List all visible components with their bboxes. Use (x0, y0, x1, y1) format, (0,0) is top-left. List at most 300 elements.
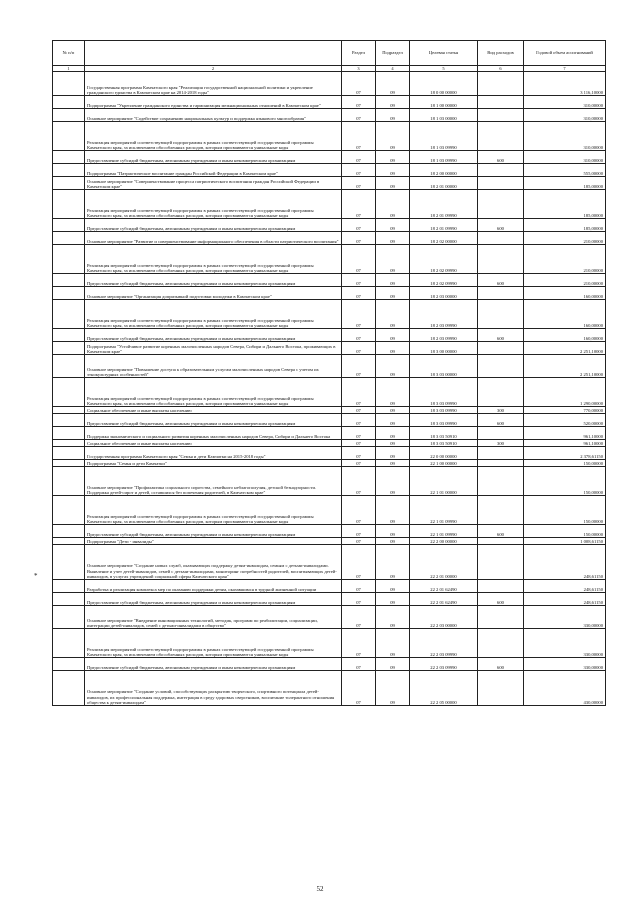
header-annual: Годовой объем ассигнований (524, 41, 606, 66)
row-name: Реализация мероприятий соответствующей подпрограммы в рамках соответствующей государственной программы Камчатского края, за исключением обособленных расходов, которым присваиваются уникальные коды (85, 245, 342, 274)
row-expense-type (478, 72, 524, 96)
row-number (53, 447, 85, 460)
row-amount: 160,00000 (524, 300, 606, 329)
row-name: Социальное обеспечение и иные выплаты населению (85, 440, 342, 447)
row-name: Государственная программа Камчатского края "Семья и дети Камчатки на 2015-2018 годы" (85, 447, 342, 460)
row-target-code: 18 3 03 09990 (410, 414, 478, 427)
row-expense-type: 600 (478, 151, 524, 164)
table-row (53, 671, 606, 706)
row-number (53, 232, 85, 245)
row-number (53, 274, 85, 287)
row-target-code: 18 3 03 09990 (410, 378, 478, 407)
table-row (53, 414, 606, 427)
row-amount: 150,00000 (524, 460, 606, 467)
row-section: 07 (342, 274, 376, 287)
row-number (53, 525, 85, 538)
row-subsection: 09 (376, 525, 410, 538)
row-target-code: 18 2 01 09990 (410, 190, 478, 219)
row-subsection: 09 (376, 447, 410, 460)
row-section: 07 (342, 606, 376, 629)
header-name (85, 41, 342, 66)
row-section: 07 (342, 440, 376, 447)
row-expense-type: 600 (478, 593, 524, 606)
row-target-code: 18 1 03 09990 (410, 151, 478, 164)
row-section: 07 (342, 427, 376, 440)
row-target-code: 18 2 03 00000 (410, 287, 478, 300)
row-subsection: 09 (376, 96, 410, 109)
row-target-code: 18 1 03 09990 (410, 122, 478, 151)
row-target-code: 22 1 01 09990 (410, 496, 478, 525)
row-target-code: 22 0 00 00000 (410, 447, 478, 460)
row-name: Государственная программа Камчатского края "Реализация государственной национальной политики и укрепление гражданского единства в Камчатском крае на 2014-2018 годы" (85, 72, 342, 96)
row-subsection: 09 (376, 219, 410, 232)
row-expense-type: 300 (478, 440, 524, 447)
row-subsection: 09 (376, 414, 410, 427)
row-target-code: 18 1 03 00000 (410, 109, 478, 122)
table-row (53, 274, 606, 287)
table-row (53, 407, 606, 414)
row-subsection: 09 (376, 538, 410, 545)
row-target-code: 18 2 02 09990 (410, 274, 478, 287)
header-expense-type: Вид расходов (478, 41, 524, 66)
table-row (53, 447, 606, 460)
row-subsection: 09 (376, 72, 410, 96)
row-name: Реализация мероприятий соответствующей подпрограммы в рамках соответствующей государственной программы Камчатского края, за исключением обособленных расходов, которым присваиваются уникальные коды (85, 629, 342, 658)
row-expense-type: 600 (478, 525, 524, 538)
row-target-code: 18 2 03 09990 (410, 329, 478, 342)
row-subsection: 09 (376, 378, 410, 407)
row-name: Подпрограмма "Семья и дети Камчатки" (85, 460, 342, 467)
row-section: 07 (342, 407, 376, 414)
row-number (53, 440, 85, 447)
row-amount: 185,00000 (524, 219, 606, 232)
row-amount: 160,00000 (524, 287, 606, 300)
table-row (53, 525, 606, 538)
row-number (53, 245, 85, 274)
row-number (53, 96, 85, 109)
row-subsection: 09 (376, 427, 410, 440)
row-number (53, 414, 85, 427)
row-expense-type (478, 496, 524, 525)
row-name: Основное мероприятие "Организация допризывной подготовки молодежи в Камчатском крае" (85, 287, 342, 300)
table-row (53, 606, 606, 629)
table-row (53, 109, 606, 122)
row-section: 07 (342, 538, 376, 545)
row-target-code: 22 2 01 62490 (410, 593, 478, 606)
row-subsection: 09 (376, 606, 410, 629)
row-section: 07 (342, 329, 376, 342)
row-target-code: 22 1 01 00000 (410, 467, 478, 496)
row-expense-type: 600 (478, 329, 524, 342)
budget-table (52, 40, 606, 706)
row-amount: 430,00000 (524, 671, 606, 706)
row-name: Подпрограмма "Патриотическое воспитание граждан Российской Федерации в Камчатском крае" (85, 164, 342, 177)
row-amount: 310,00000 (524, 122, 606, 151)
row-amount: 330,00000 (524, 629, 606, 658)
row-expense-type (478, 545, 524, 580)
row-amount: 1 290,00000 (524, 378, 606, 407)
row-expense-type: 600 (478, 219, 524, 232)
row-amount: 3 116,10000 (524, 72, 606, 96)
row-amount: 150,00000 (524, 467, 606, 496)
table-row (53, 593, 606, 606)
row-target-code: 18 3 03 50910 (410, 440, 478, 447)
row-section: 07 (342, 245, 376, 274)
row-name: Предоставление субсидий бюджетным, автономным учреждениям и иным некоммерческим организациям (85, 151, 342, 164)
row-amount: 185,00000 (524, 177, 606, 190)
row-target-code: 18 3 00 00000 (410, 342, 478, 355)
row-section: 07 (342, 151, 376, 164)
table-row (53, 164, 606, 177)
row-target-code: 18 3 03 50910 (410, 427, 478, 440)
row-number (53, 545, 85, 580)
row-subsection: 09 (376, 190, 410, 219)
row-subsection: 09 (376, 109, 410, 122)
header-row (53, 41, 606, 66)
row-section: 07 (342, 629, 376, 658)
row-subsection: 09 (376, 440, 410, 447)
table-row (53, 219, 606, 232)
table-row (53, 245, 606, 274)
row-amount: 248,61150 (524, 593, 606, 606)
row-section: 07 (342, 658, 376, 671)
row-number (53, 671, 85, 706)
row-expense-type: 600 (478, 658, 524, 671)
row-section: 07 (342, 96, 376, 109)
row-target-code: 22 2 00 00000 (410, 538, 478, 545)
row-number (53, 538, 85, 545)
row-number (53, 629, 85, 658)
row-subsection: 09 (376, 329, 410, 342)
row-target-code: 22 2 03 09990 (410, 658, 478, 671)
table-row (53, 151, 606, 164)
row-name: Подпрограмма "Дети - инвалиды" (85, 538, 342, 545)
row-expense-type (478, 355, 524, 378)
table-body (53, 72, 606, 706)
row-target-code: 18 2 02 09990 (410, 245, 478, 274)
row-target-code: 18 2 03 09990 (410, 300, 478, 329)
row-target-code: 18 0 00 00000 (410, 72, 478, 96)
row-subsection: 09 (376, 496, 410, 525)
row-amount: 310,00000 (524, 151, 606, 164)
table-row (53, 538, 606, 545)
row-subsection: 09 (376, 658, 410, 671)
row-section: 07 (342, 190, 376, 219)
row-name: Реализация мероприятий соответствующей подпрограммы в рамках соответствующей государственной программы Камчатского края, за исключением обособленных расходов, которым присваиваются уникальные коды (85, 122, 342, 151)
row-number (53, 593, 85, 606)
row-subsection: 09 (376, 287, 410, 300)
row-expense-type (478, 629, 524, 658)
row-name: Предоставление субсидий бюджетным, автономным учреждениям и иным некоммерческим организациям (85, 525, 342, 538)
row-subsection: 09 (376, 300, 410, 329)
budget-sheet (52, 40, 605, 706)
row-number (53, 496, 85, 525)
row-target-code: 22 1 00 00000 (410, 460, 478, 467)
row-name: Основное мероприятие "Внедрение инновационных технологий, методик, программ по реабилитации, социализации, интеграции детей-инвалидов, семей с детьми-инвалидами в общество" (85, 606, 342, 629)
row-number (53, 580, 85, 593)
row-number (53, 219, 85, 232)
row-amount: 248,61150 (524, 545, 606, 580)
row-number (53, 164, 85, 177)
table-row (53, 467, 606, 496)
row-amount: 310,00000 (524, 109, 606, 122)
row-expense-type (478, 427, 524, 440)
table-row (53, 460, 606, 467)
row-expense-type: 300 (478, 407, 524, 414)
table-row (53, 342, 606, 355)
row-expense-type (478, 122, 524, 151)
row-section: 07 (342, 671, 376, 706)
row-section: 07 (342, 122, 376, 151)
row-number (53, 606, 85, 629)
row-amount: 150,00000 (524, 496, 606, 525)
row-name: Предоставление субсидий бюджетным, автономным учреждениям и иным некоммерческим организациям (85, 219, 342, 232)
row-section: 07 (342, 287, 376, 300)
row-section: 07 (342, 342, 376, 355)
row-section: 07 (342, 72, 376, 96)
table-row (53, 300, 606, 329)
row-name: Подпрограмма "Укрепление гражданского единства и гармонизация межнациональных отношений в Камчатском крае" (85, 96, 342, 109)
row-number (53, 460, 85, 467)
row-section: 07 (342, 378, 376, 407)
row-number (53, 427, 85, 440)
row-expense-type (478, 378, 524, 407)
row-name: Реализация мероприятий соответствующей подпрограммы в рамках соответствующей государственной программы Камчатского края, за исключением обособленных расходов, которым присваиваются уникальные коды (85, 496, 342, 525)
row-name: Социальное обеспечение и иные выплаты населению (85, 407, 342, 414)
row-number (53, 122, 85, 151)
row-expense-type (478, 96, 524, 109)
table-row (53, 355, 606, 378)
row-subsection: 09 (376, 274, 410, 287)
row-name: Предоставление субсидий бюджетным, автономным учреждениям и иным некоммерческим организациям (85, 658, 342, 671)
row-number (53, 329, 85, 342)
row-expense-type (478, 342, 524, 355)
row-section: 07 (342, 593, 376, 606)
row-expense-type (478, 190, 524, 219)
row-expense-type (478, 245, 524, 274)
table-row (53, 122, 606, 151)
row-amount: 185,00000 (524, 190, 606, 219)
row-name: Подпрограмма "Устойчивое развитие коренных малочисленных народов Севера, Сибири и Дальнего Востока, проживающих в Камчатском крае" (85, 342, 342, 355)
row-name: Основное мероприятие "Создание новых служб, оказывающих поддержку детям-инвалидам, семьям с детьми-инвалидами. Выявление и учет детей-инвалидов, семей с детьми-инвалидами, мониторинг потребностей родителей, воспитывающих детей-инвалидов, в услугах учреждений социальной сферы Камчатского края" (85, 545, 342, 580)
row-number (53, 467, 85, 496)
row-amount: 2 378,61150 (524, 447, 606, 460)
row-section: 07 (342, 580, 376, 593)
table-row (53, 96, 606, 109)
table-row (53, 440, 606, 447)
row-expense-type (478, 671, 524, 706)
row-target-code: 18 2 01 00000 (410, 177, 478, 190)
row-subsection: 09 (376, 460, 410, 467)
row-number (53, 151, 85, 164)
row-subsection: 09 (376, 177, 410, 190)
row-subsection: 09 (376, 671, 410, 706)
row-number (53, 342, 85, 355)
column-number: 2 (85, 66, 342, 72)
row-amount: 210,00000 (524, 245, 606, 274)
row-subsection: 09 (376, 245, 410, 274)
row-subsection: 09 (376, 629, 410, 658)
row-amount: 555,00000 (524, 164, 606, 177)
row-section: 07 (342, 300, 376, 329)
row-section: 07 (342, 496, 376, 525)
row-amount: 2 251,10000 (524, 355, 606, 378)
row-target-code: 22 2 03 00000 (410, 606, 478, 629)
row-target-code: 18 2 01 09990 (410, 219, 478, 232)
table-row (53, 329, 606, 342)
row-section: 07 (342, 414, 376, 427)
row-name: Основное мероприятие "Совершенствование процесса патриотического воспитания граждан Российской Федерации в Камчатском крае" (85, 177, 342, 190)
row-subsection: 09 (376, 164, 410, 177)
row-name: Основное мероприятие "Профилактика социального сиротства, семейного неблагополучия, детской безнадзорности. Поддержка детей-сирот и детей, оставшихся без попечения родителей, в Камчатском крае" (85, 467, 342, 496)
table-row (53, 378, 606, 407)
table-row (53, 232, 606, 245)
row-expense-type (478, 109, 524, 122)
row-amount: 770,00000 (524, 407, 606, 414)
row-name: Основное мероприятие "Повышение доступа к образовательным услугам малочисленных народов Севера с учетом их этнокультурных особенностей" (85, 355, 342, 378)
column-number: 1 (53, 66, 85, 72)
row-subsection: 09 (376, 467, 410, 496)
row-number (53, 109, 85, 122)
column-number: 6 (478, 66, 524, 72)
row-name: Реализация мероприятий соответствующей подпрограммы в рамках соответствующей государственной программы Камчатского края, за исключением обособленных расходов, которым присваиваются уникальные коды (85, 300, 342, 329)
row-subsection: 09 (376, 545, 410, 580)
row-name: Предоставление субсидий бюджетным, автономным учреждениям и иным некоммерческим организациям (85, 414, 342, 427)
row-name: Предоставление субсидий бюджетным, автономным учреждениям и иным некоммерческим организациям (85, 274, 342, 287)
row-name: Основное мероприятие "Содействие сохранению национальных культур и поддержка языкового многообразия" (85, 109, 342, 122)
table-row (53, 496, 606, 525)
row-name: Поддержка экономического и социального развития коренных малочисленных народов Севера, Сибири и Дальнего Востока (85, 427, 342, 440)
row-name: Предоставление субсидий бюджетным, автономным учреждениям и иным некоммерческим организациям (85, 593, 342, 606)
table-row (53, 177, 606, 190)
row-name: Основное мероприятие "Создание условий, способствующих раскрытию творческого, спортивного потенциала детей-инвалидов, их профессиональная поддержка, интеграция в среду здоровых сверстников, воспитание толерантного отношения общества к детям-инвалидам" (85, 671, 342, 706)
margin-mark: * (34, 572, 38, 580)
row-section: 07 (342, 219, 376, 232)
table-row (53, 72, 606, 96)
header-target: Целевая статья (410, 41, 478, 66)
row-target-code: 18 3 03 09990 (410, 407, 478, 414)
row-expense-type (478, 287, 524, 300)
row-amount: 310,00000 (524, 96, 606, 109)
table-row (53, 629, 606, 658)
row-number (53, 658, 85, 671)
row-amount: 160,00000 (524, 329, 606, 342)
row-section: 07 (342, 460, 376, 467)
row-number (53, 190, 85, 219)
row-subsection: 09 (376, 232, 410, 245)
row-target-code: 18 2 00 00000 (410, 164, 478, 177)
row-expense-type (478, 538, 524, 545)
row-section: 07 (342, 467, 376, 496)
table-row (53, 580, 606, 593)
row-section: 07 (342, 164, 376, 177)
table-row (53, 287, 606, 300)
row-amount: 248,61150 (524, 580, 606, 593)
row-name: Реализация мероприятий соответствующей подпрограммы в рамках соответствующей государственной программы Камчатского края, за исключением обособленных расходов, которым присваиваются уникальные коды (85, 378, 342, 407)
row-number (53, 287, 85, 300)
column-number: 4 (376, 66, 410, 72)
row-subsection: 09 (376, 593, 410, 606)
row-target-code: 22 2 03 09990 (410, 629, 478, 658)
row-name: Разработка и реализация комплекса мер по оказанию поддержки детям, оказавшимся в трудной жизненной ситуации (85, 580, 342, 593)
row-amount: 2 251,10000 (524, 342, 606, 355)
column-number: 7 (524, 66, 606, 72)
row-subsection: 09 (376, 580, 410, 593)
row-name: Предоставление субсидий бюджетным, автономным учреждениям и иным некоммерческим организациям (85, 329, 342, 342)
row-number (53, 300, 85, 329)
row-target-code: 18 3 03 00000 (410, 355, 478, 378)
row-section: 07 (342, 109, 376, 122)
table-row (53, 545, 606, 580)
row-expense-type: 600 (478, 274, 524, 287)
column-number: 3 (342, 66, 376, 72)
row-target-code: 22 2 01 00000 (410, 545, 478, 580)
row-name: Реализация мероприятий соответствующей подпрограммы в рамках соответствующей государственной программы Камчатского края, за исключением обособленных расходов, которым присваиваются уникальные коды (85, 190, 342, 219)
row-subsection: 09 (376, 407, 410, 414)
row-target-code: 22 2 05 00000 (410, 671, 478, 706)
row-section: 07 (342, 447, 376, 460)
row-expense-type (478, 447, 524, 460)
row-number (53, 407, 85, 414)
row-subsection: 09 (376, 151, 410, 164)
row-section: 07 (342, 545, 376, 580)
row-amount: 210,00000 (524, 232, 606, 245)
header-num: № п/п (53, 41, 85, 66)
row-expense-type (478, 606, 524, 629)
row-expense-type (478, 467, 524, 496)
row-expense-type (478, 177, 524, 190)
table-row (53, 427, 606, 440)
row-section: 07 (342, 177, 376, 190)
row-name: Основное мероприятие "Развитие и совершенствование информационного обеспечения в области патриотического воспитания" (85, 232, 342, 245)
row-number (53, 355, 85, 378)
row-target-code: 22 2 01 62490 (410, 580, 478, 593)
row-amount: 961,10000 (524, 440, 606, 447)
row-number (53, 378, 85, 407)
header-subsection: Подраздел (376, 41, 410, 66)
page-number: 52 (316, 885, 324, 893)
row-number (53, 177, 85, 190)
row-expense-type (478, 580, 524, 593)
row-target-code: 22 1 01 09990 (410, 525, 478, 538)
row-number (53, 72, 85, 96)
row-subsection: 09 (376, 122, 410, 151)
row-expense-type (478, 460, 524, 467)
row-amount: 210,00000 (524, 274, 606, 287)
row-section: 07 (342, 355, 376, 378)
column-number: 5 (410, 66, 478, 72)
row-expense-type (478, 232, 524, 245)
row-amount: 330,00000 (524, 658, 606, 671)
row-expense-type (478, 164, 524, 177)
row-target-code: 18 1 00 00000 (410, 96, 478, 109)
row-section: 07 (342, 525, 376, 538)
row-amount: 330,00000 (524, 606, 606, 629)
row-expense-type: 600 (478, 414, 524, 427)
table-row (53, 658, 606, 671)
row-subsection: 09 (376, 342, 410, 355)
row-subsection: 09 (376, 355, 410, 378)
row-amount: 520,00000 (524, 414, 606, 427)
row-amount: 150,00000 (524, 525, 606, 538)
table-row (53, 190, 606, 219)
row-amount: 961,10000 (524, 427, 606, 440)
row-section: 07 (342, 232, 376, 245)
row-amount: 1 008,61150 (524, 538, 606, 545)
header-section: Раздел (342, 41, 376, 66)
row-target-code: 18 2 02 00000 (410, 232, 478, 245)
row-expense-type (478, 300, 524, 329)
